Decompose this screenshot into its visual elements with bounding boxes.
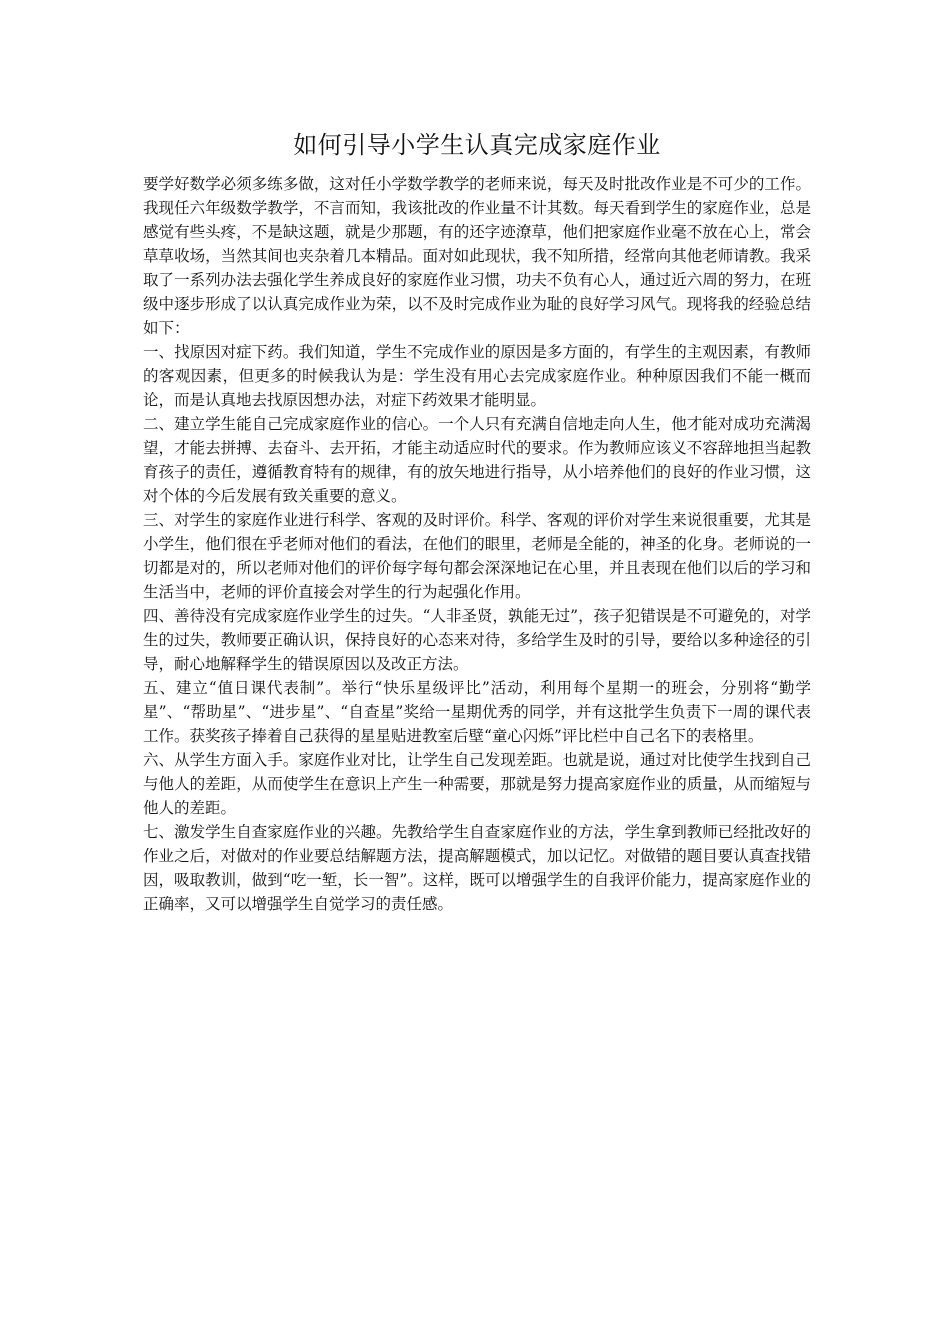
paragraph-point-6: 六、从学生方面入手。家庭作业对比，让学生自己发现差距。也就是说，通过对比使学生找到自己与他人的差距，从而使学生在意识上产生一种需要，那就是努力提高家庭作业的质量，从而缩短与他人的差距。 <box>143 751 811 817</box>
paragraph-intro: 要学好数学必须多练多做，这对任小学数学教学的老师来说，每天及时批改作业是不可少的工作。我现任六年级数学教学，不言而知，我该批改的作业量不计其数。每天看到学生的家庭作业，总是感觉有些头疼，不是缺这题，就是少那题，有的还字迹潦草，他们把家庭作业毫不放在心上，常会草草收场，当然其间也夹杂着几本精品。面对如此现状，我不知所措，经常向其他老师请教。我采取了一系列办法去强化学生养成良好的家庭作业习惯，功夫不负有心人，通过近六周的努力，在班级中逐步形成了以认真完成作业为荣，以不及时完成作业为耻的良好学习风气。现将我的经验总结如下： <box>143 175 811 337</box>
paragraph-point-2: 二、建立学生能自己完成家庭作业的信心。一个人只有充满自信地走向人生，他才能对成功充满渴望，才能去拼搏、去奋斗、去开拓，才能主动适应时代的要求。作为教师应该义不容辞地担当起教育孩子的责任，遵循教育特有的规律，有的放矢地进行指导，从小培养他们的良好的作业习惯，这对个体的今后发展有致关重要的意义。 <box>143 415 811 505</box>
paragraph-point-1: 一、找原因对症下药。我们知道，学生不完成作业的原因是多方面的，有学生的主观因素，有教师的客观因素，但更多的时候我认为是：学生没有用心去完成家庭作业。种种原因我们不能一概而论，而是认真地去找原因想办法，对症下药效果才能明显。 <box>143 343 811 409</box>
paragraph-point-4: 四、善待没有完成家庭作业学生的过失。“人非圣贤，孰能无过”，孩子犯错误是不可避免的，对学生的过失，教师要正确认识，保持良好的心态来对待，多给学生及时的引导，要给以多种途径的引导，耐心地解释学生的错误原因以及改正方法。 <box>143 607 811 673</box>
paragraph-point-5: 五、建立“值日课代表制”。举行“快乐星级评比”活动，利用每个星期一的班会，分别将“勤学星”、“帮助星”、“进步星”、“自查星”奖给一星期优秀的同学，并有这批学生负责下一周的课代表工作。获奖孩子捧着自己获得的星星贴进教室后壁“童心闪烁”评比栏中自己名下的表格里。 <box>143 679 811 745</box>
document-page <box>143 128 811 916</box>
document-title: 如何引导小学生认真完成家庭作业 <box>293 131 661 159</box>
paragraph-point-7: 七、激发学生自查家庭作业的兴趣。先教给学生自查家庭作业的方法，学生拿到教师已经批改好的作业之后，对做对的作业要总结解题方法，提高解题模式，加以记忆。对做错的题目要认真查找错因，吸取教训，做到“吃一堑，长一智”。这样，既可以增强学生的自我评价能力，提高家庭作业的正确率，又可以增强学生自觉学习的责任感。 <box>143 823 811 913</box>
document-body <box>143 172 811 916</box>
paragraph-point-3: 三、对学生的家庭作业进行科学、客观的及时评价。科学、客观的评价对学生来说很重要，尤其是小学生，他们很在乎老师对他们的看法，在他们的眼里，老师是全能的，神圣的化身。老师说的一切都是对的，所以老师对他们的评价每字每句都会深深地记在心里，并且表现在他们以后的学习和生活当中，老师的评价直接会对学生的行为起强化作用。 <box>143 511 811 601</box>
